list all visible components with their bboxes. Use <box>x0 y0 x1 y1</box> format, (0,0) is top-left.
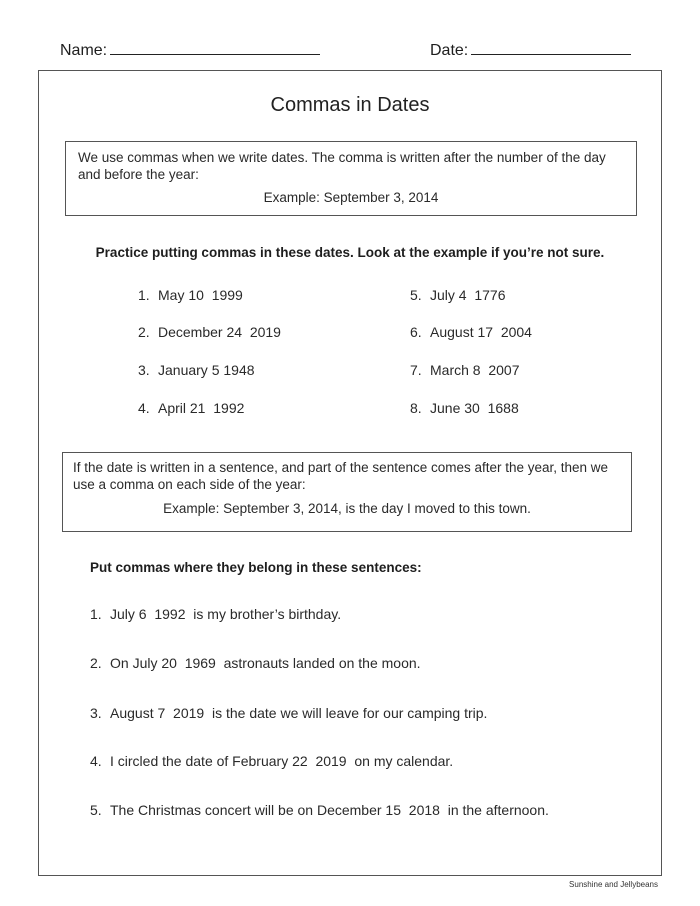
date-item <box>138 362 255 378</box>
rule-text: We use commas when we write dates. The comma is written after the number of the day and before the year: <box>78 150 606 182</box>
item-number: 7. <box>410 362 422 378</box>
date-item <box>138 400 244 416</box>
item-number: 2. <box>138 324 150 340</box>
item-number: 2. <box>90 655 102 671</box>
sentence-item <box>90 705 487 721</box>
page-title: Commas in Dates <box>270 94 430 116</box>
name-blank-line[interactable] <box>110 40 320 55</box>
item-number: 6. <box>410 324 422 340</box>
sentence-text: July 6 1992 is my brother’s birthday. <box>110 606 342 622</box>
date-item <box>138 324 281 340</box>
date-text: May 10 1999 <box>158 287 243 303</box>
date-text: June 30 1688 <box>430 400 519 416</box>
rule-example: Example: September 3, 2014 <box>263 190 439 205</box>
item-number: 1. <box>90 606 102 622</box>
date-field[interactable] <box>430 40 631 60</box>
date-text: July 4 1776 <box>430 287 506 303</box>
name-field[interactable] <box>60 40 320 60</box>
name-label: Name: <box>60 42 108 59</box>
date-item <box>410 287 506 303</box>
sentence-text: August 7 2019 is the date we will leave for our camping trip. <box>110 705 488 721</box>
date-text: August 17 2004 <box>430 324 532 340</box>
item-number: 3. <box>90 705 102 721</box>
footer-credit: Sunshine and Jellybeans <box>569 880 658 889</box>
date-item <box>410 362 520 378</box>
date-item <box>410 324 532 340</box>
date-text: December 24 2019 <box>158 324 281 340</box>
sentence-text: I circled the date of February 22 2019 on my calendar. <box>110 753 454 769</box>
item-number: 4. <box>138 400 150 416</box>
rule-box-dates <box>65 141 637 216</box>
sentence-item <box>90 753 453 769</box>
instruction-dates: Practice putting commas in these dates. Look at the example if you’re not sure. <box>95 245 605 260</box>
sentence-item <box>90 802 549 818</box>
item-number: 5. <box>410 287 422 303</box>
date-blank-line[interactable] <box>471 40 631 55</box>
item-number: 5. <box>90 802 102 818</box>
rule-box-sentences <box>62 452 632 532</box>
item-number: 1. <box>138 287 150 303</box>
instruction-sentences: Put commas where they belong in these sentences: <box>90 560 422 575</box>
date-text: January 5 1948 <box>158 362 255 378</box>
item-number: 3. <box>138 362 150 378</box>
sentence-text: On July 20 1969 astronauts landed on the moon. <box>110 655 421 671</box>
date-label: Date: <box>430 42 469 59</box>
item-number: 8. <box>410 400 422 416</box>
date-text: March 8 2007 <box>430 362 520 378</box>
date-text: April 21 1992 <box>158 400 245 416</box>
rule-text: If the date is written in a sentence, and part of the sentence comes after the year, then we use a comma on each side of the year: <box>73 460 609 492</box>
date-item <box>138 287 243 303</box>
item-number: 4. <box>90 753 102 769</box>
rule-example: Example: September 3, 2014, is the day I moved to this town. <box>163 501 531 516</box>
date-item <box>410 400 519 416</box>
sentence-text: The Christmas concert will be on December 15 2018 in the afternoon. <box>110 802 549 818</box>
sentence-item <box>90 606 341 622</box>
sentence-item <box>90 655 421 671</box>
